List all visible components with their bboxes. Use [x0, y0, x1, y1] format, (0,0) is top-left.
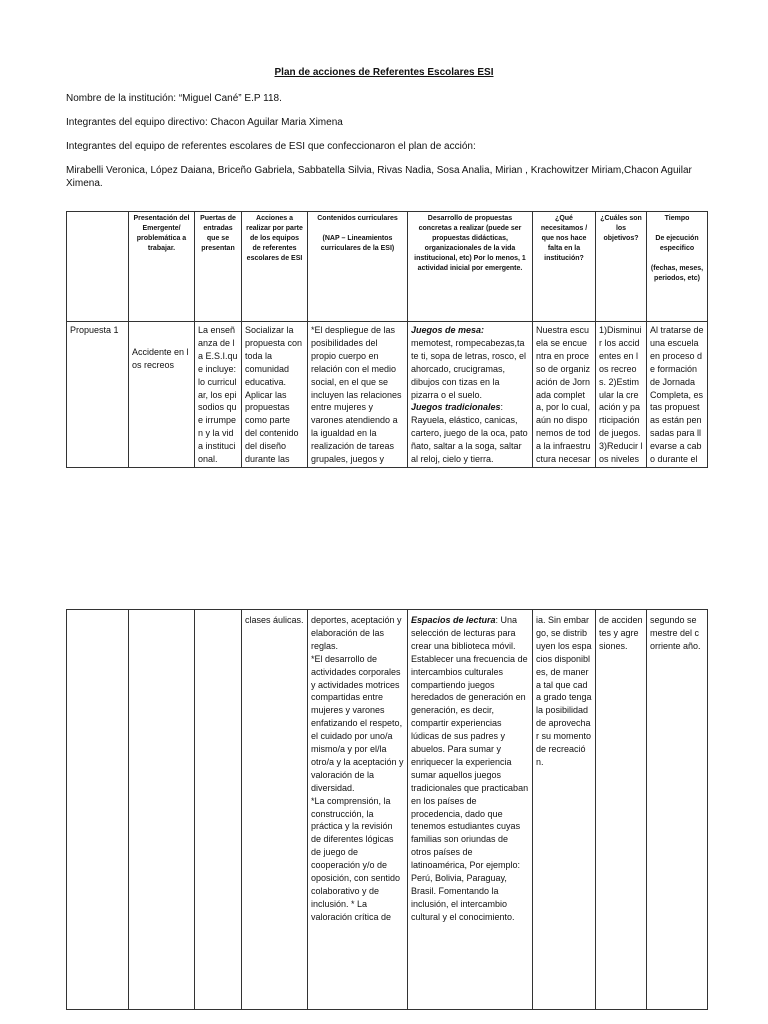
cell-objetivos: 1)Disminuir los accidentes en los recreos. 2)Estimular la creación y participación de juegos. 3)Reducir los niveles: [596, 322, 647, 468]
acciones2-text: clases áulicas.: [245, 614, 304, 625]
plan-table-part-2: [66, 609, 708, 1010]
directive-team-line: Integrantes del equipo directivo: Chacon Aguilar Maria Ximena: [66, 117, 343, 128]
table-row-continuation: [67, 610, 708, 1010]
juegos-tradicionales-heading: Juegos tradicionales: [411, 402, 501, 413]
cell-tiempo-cont: [647, 610, 708, 1010]
document-title: Plan de acciones de Referentes Escolares ESI: [274, 67, 494, 78]
desarrollo2-text: Espacios de lectura: Una selección de lecturas para crear una biblioteca móvil. Establecer una frecuencia de intercambios culturales compartiendo juegos heredados de generación en generación, es decir, compartir experiencias lúdicas de sus padres y abuelos. Para sumar y enriquecer la experiencia sumar aquellos juegos tradicionales que practicaban en los países de procedencia, dado que tenemos estudiantes cuyas familias son oriundas de otros países de latinoamérica, Por ejemplo: Perú, Bolivia, Paraguay, Brasil. Fomentando la inclusión, el intercambio cultural y el conocimiento.: [411, 614, 529, 922]
juegos-mesa-text: memotest, rompecabezas,ta te ti, sopa de letras, rosco, el ahorcado, crucigramas, dibujos con tizas en la pizarra o el suelo.: [411, 337, 527, 400]
header-cell-blank: [67, 212, 129, 322]
header-cell-emergente: Presentación del Emergente/ problemática a trabajar.: [129, 212, 195, 322]
objetivos2-text: de accidentes y agresiones.: [599, 614, 643, 651]
table-row: [67, 322, 708, 468]
referents-intro-line: Integrantes del equipo de referentes escolares de ESI que confeccionaron el plan de acción:: [66, 141, 476, 152]
header-cell-puertas: Puertas de entradas que se presentan: [195, 212, 242, 322]
header-cell-necesitamos: ¿Qué necesitamos / que nos hace falta en la institución?: [533, 212, 596, 322]
header-cell-desarrollo: Desarrollo de propuestas concretas a realizar (puede ser propuestas didácticas, organizacionales de la vida institucional, etc) Por lo menos, 1 actividad inicial por emergente.: [408, 212, 533, 322]
cell-emergente: Accidente en los recreos: [129, 322, 195, 468]
cell-emergente-cont: [129, 610, 195, 1010]
cell-necesitamos-cont: [533, 610, 596, 1010]
cell-acciones-cont: [242, 610, 308, 1010]
referents-list: Mirabelli Veronica, López Daiana, Briceño Gabriela, Sabbatella Silvia, Rivas Nadia, Sosa Analia, Mirian , Krachowitzer Miriam,Chacon Aguilar Ximena.: [66, 165, 692, 189]
table-header-row: [67, 212, 708, 322]
cell-objetivos-cont: [596, 610, 647, 1010]
header-cell-contenidos: Contenidos curriculares (NAP – Lineamientos curriculares de la ESI): [308, 212, 408, 322]
cell-propuesta-cont: [67, 610, 129, 1010]
puertas2-text: [198, 612, 238, 614]
cell-propuesta: Propuesta 1: [67, 322, 129, 468]
cell-acciones: Socializar la propuesta con toda la comunidad educativa. Aplicar las propuestas como parte del contenido del diseño durante las: [242, 322, 308, 468]
cell-puertas-cont: [195, 610, 242, 1010]
juegos-tradicionales-text: : Rayuela, elástico, canicas, cartero, juego de la oca, pato ñato, saltar a la soga, saltar al reloj, cielo y tierra.: [411, 402, 528, 464]
header-cell-tiempo: Tiempo De ejecución especifico (fechas, meses, periodos, etc): [647, 212, 708, 322]
institution-line: Nombre de la institución: “Miguel Cané” E.P 118.: [66, 93, 282, 104]
necesitamos2-text: ia. Sin embargo, se distribuyen los espacios disponibles, de manera tal que cada grado tenga la posibilidad de aprovechar su momento de recreación.: [536, 614, 592, 767]
cell-desarrollo-cont: [408, 610, 533, 1010]
cell-contenidos-cont: [308, 610, 408, 1010]
contenidos2-text: deportes, aceptación y elaboración de las reglas. *El desarrollo de actividades corporales y actividades motrices compartidas entre mujeres y varones enfatizando el respeto, el cuidado por uno/a mismo/a y por el/la otro/a y la aceptación y valoración de la diversidad. *La comprensión, la construcción, la práctica y la revisión de diferentes lógicas de juego de cooperación y/o de oposición, con sentido colaborativo y de inclusión. * La valoración crítica de: [311, 614, 404, 922]
plan-table-part-1: [66, 211, 708, 468]
cell-puertas: La enseñanza de la E.S.I.que incluye: lo curricular, los episodios que irrumpen y la vida institucional.: [195, 322, 242, 468]
cell-tiempo: Al tratarse de una escuela en proceso de formación de Jornada Completa, estas propuestas están pensadas para llevarse a cabo durante el: [647, 322, 708, 468]
header-cell-objetivos: ¿Cuáles son los objetivos?: [596, 212, 647, 322]
cell-necesitamos: Nuestra escuela se encuentra en proceso de organización de Jornada completa, por lo cual, aún no disponemos de toda la infraestructura necesar: [533, 322, 596, 468]
cell-contenidos: *El despliegue de las posibilidades del propio cuerpo en relación con el medio social, en el que se incluyen las relaciones entre mujeres y varones atendiendo a la igualdad en la realización de tareas grupales, juegos y: [308, 322, 408, 468]
tiempo2-text: segundo semestre del corriente año.: [650, 614, 701, 651]
juegos-mesa-heading: Juegos de mesa:: [411, 325, 485, 335]
cell-desarrollo: [408, 322, 533, 468]
header-cell-acciones: Acciones a realizar por parte de los equipos de referentes escolares de ESI: [242, 212, 308, 322]
